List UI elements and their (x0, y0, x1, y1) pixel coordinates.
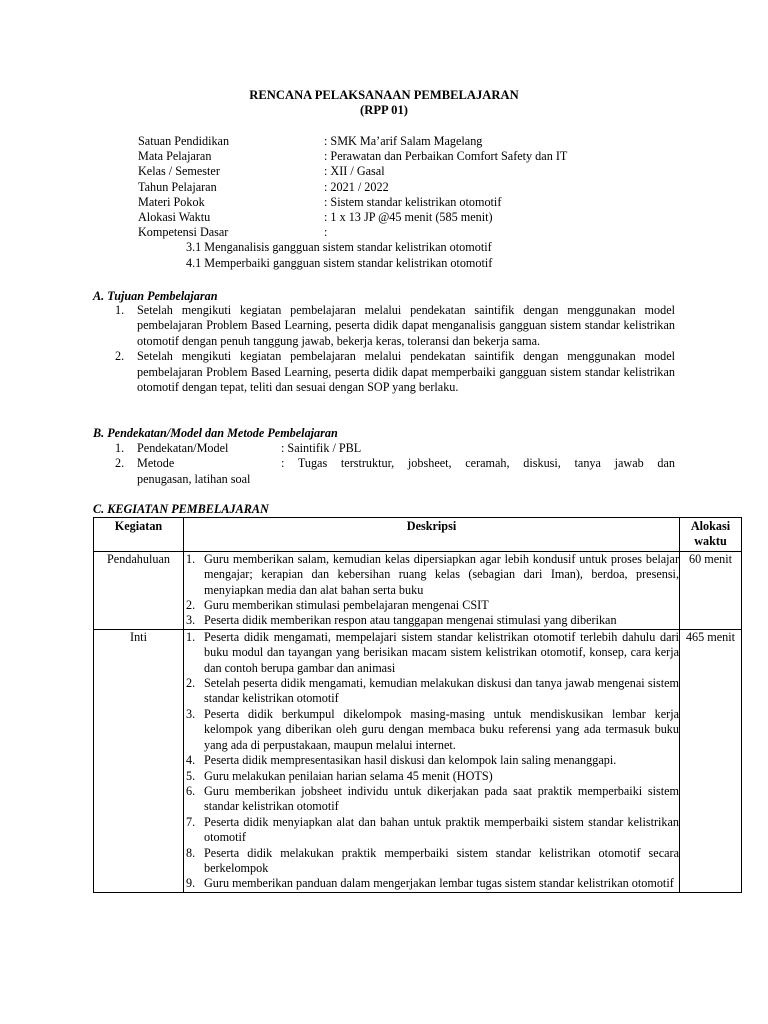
identity-key: Mata Pelajaran (138, 149, 212, 164)
list-item-number: 3. (186, 706, 196, 721)
column-header-deskripsi: Deskripsi (184, 518, 680, 552)
list-item-text: Setelah mengikuti kegiatan pembelajaran melalui pendekatan saintifik dengan menggunakan model pembelajaran Problem Based Learning, peserta didik dapat menganalisis gangguan sistem standar kelistrikan otomotif dengan penuh tanggung jawab, bekerja keras, toleransi dan bekerja sama. (137, 303, 675, 348)
list-item (184, 552, 679, 598)
list-item-number: 1. (115, 441, 125, 455)
list-item (184, 676, 679, 707)
list-item (115, 349, 675, 395)
list-item-text: Guru memberikan salam, kemudian kelas dipersiapkan agar lebih kondusif untuk proses belajar mengajar; kerapian dan kebersihan ruang kelas (sebagian dari Iman), berdoa, presensi, menyiapkan media dan alat bahan serta buku (204, 551, 679, 597)
list-item-text: Setelah mengikuti kegiatan pembelajaran melalui pendekatan saintifik dengan menggunakan model pembelajaran Problem Based Learning, peserta didik dapat memperbaiki gangguan sistem standar kelistrikan otomotif dengan tepat, teliti dan sesuai dengan SOP yang berlaku. (137, 349, 675, 395)
list-item-number: 4. (186, 753, 196, 768)
table-header-row (94, 518, 742, 552)
list-item-number: 2. (186, 676, 196, 691)
description-cell (184, 629, 680, 892)
list-item (184, 815, 679, 846)
allocation-cell: 60 menit (680, 551, 742, 629)
list-item (115, 441, 675, 456)
list-item-text: Guru melakukan penilaian harian selama 45 menit (HOTS) (204, 768, 493, 783)
kompetensi-dasar-item: 3.1 Menganalisis gangguan sistem standar kelistrikan otomotif (186, 240, 492, 254)
document-subtitle: (RPP 01) (360, 103, 408, 117)
list-item (184, 769, 679, 784)
list-item-text: Guru memberikan jobsheet individu untuk dikerjakan pada saat praktik memperbaiki sistem standar kelistrikan otomotif (204, 783, 679, 814)
identity-value: : SMK Ma’arif Salam Magelang (324, 134, 483, 148)
identity-value: : (324, 225, 328, 240)
section-heading-b: B. Pendekatan/Model dan Metode Pembelajaran (93, 426, 338, 440)
document-title: RENCANA PELAKSANAAN PEMBELAJARAN (249, 88, 519, 102)
table-row (94, 551, 742, 629)
list-item-continuation: penugasan, latihan soal (137, 471, 251, 486)
identity-value: : 1 x 13 JP @45 menit (585 menit) (324, 209, 493, 224)
allocation-cell: 465 menit (680, 629, 742, 892)
list-item-text: Peserta didik melakukan praktik memperbaiki sistem standar kelistrikan otomotif secara berkelompok (204, 845, 679, 875)
list-item-value: : Saintifik / PBL (281, 441, 362, 455)
tujuan-list (115, 303, 675, 395)
list-item-number: 6. (186, 783, 196, 798)
list-item-text: Peserta didik berkumpul dikelompok masing-masing untuk mendiskusikan lembar kerja kelompok yang diberikan oleh guru dengan membaca buku referensi yang ada termasuk buku yang ada di perpustakaan, maupun melalui internet. (204, 706, 679, 752)
list-item (184, 784, 679, 815)
pendekatan-list (115, 441, 675, 487)
column-header-alokasi: Alokasi waktu (680, 518, 742, 552)
identity-value: : 2021 / 2022 (324, 179, 389, 194)
list-item-text: Peserta didik menyiapkan alat dan bahan untuk praktik memperbaiki sistem standar kelistrikan otomotif (204, 814, 679, 845)
list-item-key: Pendekatan/Model (137, 441, 229, 455)
list-item (184, 876, 679, 891)
list-item-number: 2. (115, 349, 125, 364)
list-item-text: Peserta didik memberikan respon atau tanggapan mengenai stimulasi yang diberikan (204, 613, 617, 628)
list-item-text: Peserta didik mengamati, mempelajari sistem standar kelistrikan otomotif terlebih dahulu dari buku modul dan tayangan yang berisikan macam sistem kelistrikan otomotif, konsep, cara kerja dan contoh berupa gambar dan animasi (204, 629, 679, 675)
list-item-number: 2. (186, 598, 196, 613)
identity-key: Kompetensi Dasar (138, 225, 229, 240)
list-item-continuation-row (115, 472, 675, 487)
section-heading-a: A. Tujuan Pembelajaran (93, 289, 218, 303)
list-item-text: Peserta didik mempresentasikan hasil diskusi dan kelompok lain saling menanggapi. (204, 753, 617, 768)
list-item (184, 630, 679, 676)
section-heading-c: C. KEGIATAN PEMBELAJARAN (93, 502, 269, 516)
identity-key: Materi Pokok (138, 194, 205, 209)
list-item-text: Guru memberikan panduan dalam mengerjakan lembar tugas sistem standar kelistrikan otomotif (204, 876, 674, 891)
phase-cell: Pendahuluan (94, 551, 184, 629)
list-item (115, 456, 675, 471)
list-item (184, 613, 679, 628)
list-item-number: 1. (186, 551, 196, 566)
list-item-number: 5. (186, 768, 196, 783)
identity-key: Satuan Pendidikan (138, 134, 230, 148)
table-row (94, 629, 742, 892)
list-item-key: Metode (137, 456, 175, 471)
identity-value: : Perawatan dan Perbaikan Comfort Safety dan IT (324, 149, 568, 164)
list-item-number: 1. (186, 629, 196, 644)
list-item-number: 9. (186, 876, 196, 891)
list-item (184, 846, 679, 877)
list-item-number: 2. (115, 456, 125, 471)
identity-key: Tahun Pelajaran (138, 179, 217, 194)
identity-key: Alokasi Waktu (138, 209, 211, 224)
list-item (184, 753, 679, 768)
list-item-number: 1. (115, 303, 125, 317)
list-item-text: Setelah peserta didik mengamati, kemudian melakukan diskusi dan tanya jawab mengenai sistem standar kelistrikan otomotif (204, 676, 679, 706)
list-item-number: 7. (186, 814, 196, 829)
list-item (115, 303, 675, 349)
kompetensi-dasar-item: 4.1 Memperbaiki gangguan sistem standar kelistrikan otomotif (186, 256, 493, 270)
identity-value: : Sistem standar kelistrikan otomotif (324, 194, 502, 209)
identity-key: Kelas / Semester (138, 164, 220, 179)
list-item-value: : Tugas terstruktur, jobsheet, ceramah, diskusi, tanya jawab dan (281, 456, 675, 471)
identity-value: : XII / Gasal (324, 164, 385, 179)
phase-cell: Inti (94, 629, 184, 892)
list-item (184, 598, 679, 613)
column-header-kegiatan: Kegiatan (94, 518, 184, 552)
list-item-number: 8. (186, 845, 196, 860)
kegiatan-table (93, 517, 742, 893)
list-item (184, 707, 679, 753)
list-item-text: Guru memberikan stimulasi pembelajaran mengenai CSIT (204, 598, 489, 613)
list-item-number: 3. (186, 613, 196, 628)
description-cell (184, 551, 680, 629)
